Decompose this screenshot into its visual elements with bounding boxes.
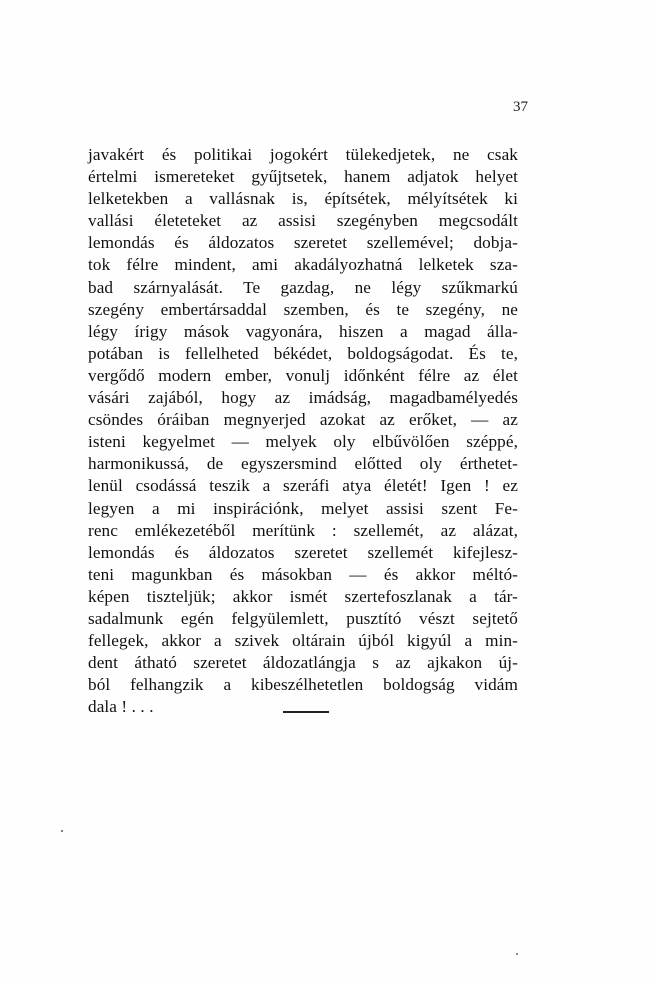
paper-speck	[61, 830, 63, 832]
text-line: lemondás és áldozatos szeretet szellemével; dobja-	[88, 233, 518, 253]
text-line: vergődő modern ember, vonulj időnként félre az élet	[88, 365, 518, 385]
text-line: dent átható szeretet áldozatlángja s az ajkakon új-	[88, 653, 518, 673]
text-line: tok félre mindent, ami akadályozhatná lelketek sza-	[88, 255, 518, 275]
paper-speck	[516, 953, 518, 955]
section-end-rule	[283, 711, 329, 713]
text-line: lemondás és áldozatos szeretet szellemét kifejlesz-	[88, 542, 518, 562]
text-line: vallási életeteket az assisi szegényben megcsodált	[88, 211, 518, 231]
text-line: bad szárnyalását. Te gazdag, ne légy szűkmarkú	[88, 277, 518, 297]
text-line: lelketekben a vallásnak is, építsétek, mélyítsétek ki	[88, 189, 518, 209]
text-line: lenül csodássá teszik a szeráfi atya életét! Igen ! ez	[88, 476, 518, 496]
body-text	[88, 144, 518, 718]
text-line: képen tiszteljük; akkor ismét szertefoszlanak a tár-	[88, 586, 518, 606]
text-line: szegény embertársaddal szemben, és te szegény, ne	[88, 299, 518, 319]
text-line: ból felhangzik a kibeszélhetetlen boldogság vidám	[88, 675, 518, 695]
page-number: 37	[513, 99, 528, 115]
text-line: légy írigy mások vagyonára, hiszen a magad álla-	[88, 321, 518, 341]
text-line: javakért és politikai jogokért tülekedjetek, ne csak	[88, 145, 518, 164]
text-line: harmonikussá, de egyszersmind előtted oly érthetet-	[88, 454, 518, 474]
text-line: isteni kegyelmet — melyek oly elbűvölően széppé,	[88, 432, 518, 452]
text-line: vásári zajából, hogy az imádság, magadbamélyedés	[88, 388, 518, 408]
text-line: teni magunkban és másokban — és akkor méltó-	[88, 564, 518, 584]
text-line: renc emlékezetéből merítünk : szellemét, az alázat,	[88, 520, 518, 540]
text-line: csöndes óráiban megnyerjed azokat az erőket, — az	[88, 410, 518, 430]
text-line-final: dala ! . . .	[88, 697, 154, 717]
text-line: fellegek, akkor a szivek oltárain újból kigyúl a min-	[88, 631, 518, 651]
text-line: sadalmunk egén felgyülemlett, pusztító vészt sejtető	[88, 608, 518, 628]
text-line: legyen a mi inspirációnk, melyet assisi szent Fe-	[88, 498, 518, 518]
text-line: potában is fellelheted békédet, boldogságodat. És te,	[88, 343, 518, 363]
text-line: értelmi ismereteket gyűjtsetek, hanem adjatok helyet	[88, 167, 518, 187]
